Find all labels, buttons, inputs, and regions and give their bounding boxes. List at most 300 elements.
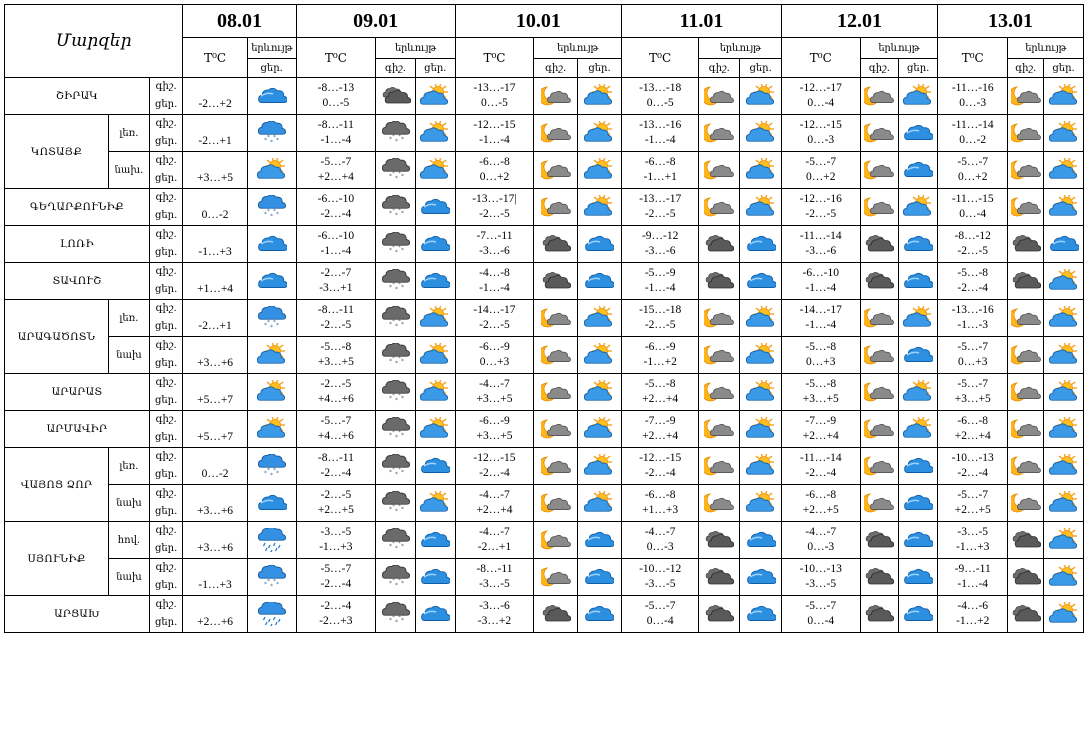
- day-phenomenon-cell: [740, 448, 782, 485]
- day-temp: -2…-5: [957, 245, 989, 257]
- sun-cloud-icon: [903, 380, 933, 404]
- svg-text:*: *: [394, 619, 398, 626]
- night-phenomenon-cell: [1008, 559, 1044, 596]
- svg-text:*: *: [391, 244, 395, 251]
- temp-cell: [621, 411, 699, 448]
- time-of-day-labels: [149, 485, 183, 522]
- temp-cell: [938, 337, 1008, 374]
- night-phenomenon-cell: [376, 78, 416, 115]
- night-temp: -9…-12: [641, 230, 679, 242]
- temp-cell: [455, 337, 534, 374]
- day-temp: -2…-5: [479, 319, 510, 331]
- moon-cloud-icon: [864, 491, 894, 515]
- night-phenomenon-cell: [860, 115, 899, 152]
- cloud-icon: [420, 232, 450, 256]
- night-temp: -6…-10: [317, 193, 355, 205]
- snow-dark-icon: [381, 565, 411, 589]
- day-phenomenon-cell: [740, 300, 782, 337]
- temp-cell: [455, 226, 534, 263]
- day-phenomenon-cell: [578, 263, 622, 300]
- svg-text:*: *: [400, 136, 404, 143]
- day-temp: -2…-5: [479, 208, 510, 220]
- phenomenon-cell: [247, 374, 296, 411]
- day-label: ցեր.: [154, 284, 178, 295]
- day-temp: -3…-5: [479, 578, 510, 590]
- svg-text:*: *: [275, 137, 279, 144]
- svg-text:*: *: [388, 432, 392, 439]
- cloud-icon: [584, 602, 614, 626]
- day-phenomenon-cell: [415, 337, 455, 374]
- night-temp: -12…-15: [473, 119, 516, 131]
- date-header: 10.01: [455, 5, 621, 38]
- night-phenomenon-cell: [1008, 300, 1044, 337]
- night-phenomenon-cell: [860, 411, 899, 448]
- table-row: [5, 78, 1084, 115]
- svg-text:*: *: [388, 580, 392, 587]
- night-temp: -6…-8: [644, 489, 676, 501]
- night-phenomenon-cell: [699, 300, 740, 337]
- temp-cell: +3…+5: [183, 152, 247, 189]
- night-temp: -4…-7: [805, 526, 837, 538]
- night-phenomenon-cell: [1008, 78, 1044, 115]
- svg-text:*: *: [394, 175, 398, 182]
- night-phenomenon-cell: [860, 485, 899, 522]
- sun-cloud-icon: [1049, 306, 1079, 330]
- night-temp: -5…-8: [644, 378, 676, 390]
- night-temp: -11…-16: [951, 82, 994, 94]
- sun-cloud-icon: [746, 84, 776, 108]
- temp-cell: [455, 522, 534, 559]
- day-phenomenon-cell: [578, 78, 622, 115]
- temp-cell: [296, 263, 376, 300]
- svg-text:*: *: [394, 323, 398, 330]
- svg-text:*: *: [388, 395, 392, 402]
- svg-text:*: *: [275, 581, 279, 588]
- region-name: ԳԵՂԱՐՔՈՒՆԻՔ: [5, 189, 150, 226]
- dark-cloud-icon: [541, 602, 571, 626]
- dark-cloud-icon: [381, 84, 411, 108]
- sun-cloud-icon: [746, 343, 776, 367]
- cloud-icon: [746, 269, 776, 293]
- day-temp: 0…-2: [959, 134, 987, 146]
- snow-dark-icon: [381, 417, 411, 441]
- night-phenomenon-cell: [1008, 152, 1044, 189]
- dark-cloud-icon: [704, 565, 734, 589]
- dark-cloud-icon: [864, 602, 894, 626]
- day-phenomenon-cell: [578, 522, 622, 559]
- temp-cell: [938, 300, 1008, 337]
- date-header: 09.01: [296, 5, 455, 38]
- day-label: ցեր.: [154, 506, 178, 517]
- day-temp: -1…-4: [805, 282, 837, 294]
- cloud-icon: [746, 565, 776, 589]
- moon-cloud-icon: [541, 158, 571, 182]
- svg-text:*: *: [397, 429, 401, 436]
- svg-text:*: *: [391, 577, 395, 584]
- phenomenon-cell: [247, 559, 296, 596]
- moon-cloud-icon: [704, 454, 734, 478]
- day-temp: +3…+5: [476, 393, 513, 405]
- svg-text:*: *: [388, 173, 392, 180]
- svg-text:*: *: [388, 358, 392, 365]
- night-temp: -5…-7: [644, 600, 676, 612]
- day-temp: 0…-5: [481, 97, 508, 109]
- cloud-icon: [903, 491, 933, 515]
- svg-text:*: *: [400, 284, 404, 291]
- temp-cell: [938, 152, 1008, 189]
- day-subheader: ցեր.: [415, 59, 455, 78]
- moon-cloud-icon: [864, 121, 894, 145]
- night-phenomenon-cell: [860, 300, 899, 337]
- temp-cell: [621, 115, 699, 152]
- night-label: գիշ.: [155, 192, 177, 203]
- temp-cell: +1…+4: [183, 263, 247, 300]
- phenomenon-cell: [247, 337, 296, 374]
- day-phenomenon-cell: [415, 596, 455, 633]
- night-phenomenon-cell: [1008, 448, 1044, 485]
- night-phenomenon-cell: [376, 522, 416, 559]
- svg-text:*: *: [394, 360, 398, 367]
- svg-text:*: *: [388, 617, 392, 624]
- day-phenomenon-cell: [578, 300, 622, 337]
- day-temp: 0…-5: [322, 97, 350, 109]
- cloud-icon: [746, 602, 776, 626]
- temp-cell: [782, 337, 861, 374]
- day-temp: 0…-4: [807, 97, 835, 109]
- temp-cell: [455, 448, 534, 485]
- day-subheader: ցեր.: [740, 59, 782, 78]
- night-phenomenon-cell: [1008, 263, 1044, 300]
- moon-cloud-icon: [541, 121, 571, 145]
- day-temp: 0…-3: [959, 97, 987, 109]
- day-temp: +3…+5: [317, 356, 354, 368]
- night-phenomenon-cell: [699, 152, 740, 189]
- night-phenomenon-cell: [1008, 337, 1044, 374]
- cloud-icon: [903, 565, 933, 589]
- svg-text:*: *: [269, 583, 273, 589]
- svg-text:*: *: [391, 503, 395, 510]
- svg-text:*: *: [397, 466, 401, 473]
- night-temp: -13…-17: [473, 82, 516, 94]
- cloud-icon: [584, 565, 614, 589]
- temp-cell: [296, 596, 376, 633]
- moon-cloud-icon: [541, 417, 571, 441]
- day-phenomenon-cell: [415, 115, 455, 152]
- cloud-icon: [903, 269, 933, 293]
- svg-text:*: *: [397, 207, 401, 214]
- temp-cell: [296, 115, 376, 152]
- temp-cell: [455, 485, 534, 522]
- svg-text:*: *: [388, 469, 392, 476]
- cloud-icon: [257, 84, 287, 108]
- temp-cell: [296, 374, 376, 411]
- sun-cloud-icon: [746, 380, 776, 404]
- day-temp: 0…+2: [479, 171, 510, 183]
- table-row: [5, 300, 1084, 337]
- day-temp: 0…-3: [807, 541, 835, 553]
- sun-cloud-icon: [1049, 417, 1079, 441]
- day-phenomenon-cell: [1044, 78, 1084, 115]
- night-phenomenon-cell: [699, 559, 740, 596]
- time-of-day-labels: [149, 411, 183, 448]
- day-phenomenon-cell: [1044, 226, 1084, 263]
- temp-cell: -2…+2: [183, 78, 247, 115]
- time-of-day-labels: [149, 448, 183, 485]
- night-phenomenon-cell: [534, 559, 578, 596]
- table-row: [5, 263, 1084, 300]
- dark-cloud-icon: [704, 602, 734, 626]
- day-temp: -3…-5: [805, 578, 837, 590]
- subregion-label: նախ: [109, 337, 150, 374]
- subregion-label: նախ.: [109, 152, 150, 189]
- moon-cloud-icon: [704, 158, 734, 182]
- night-phenomenon-cell: [860, 337, 899, 374]
- night-phenomenon-cell: [699, 78, 740, 115]
- day-phenomenon-cell: [899, 411, 938, 448]
- cloud-icon: [420, 454, 450, 478]
- temp-cell: [296, 448, 376, 485]
- night-phenomenon-cell: [699, 522, 740, 559]
- subregion-label: նախ: [109, 559, 150, 596]
- table-row: [5, 411, 1084, 448]
- temp-cell: [938, 485, 1008, 522]
- region-name: ԱՐՄԱՎԻՐ: [5, 411, 150, 448]
- cloud-icon: [903, 602, 933, 626]
- svg-text:*: *: [400, 395, 404, 402]
- night-label: գիշ.: [155, 229, 177, 240]
- temp-cell: -2…+1: [183, 115, 247, 152]
- night-label: գիշ.: [155, 599, 177, 610]
- day-phenomenon-cell: [415, 152, 455, 189]
- temp-cell: [455, 152, 534, 189]
- subregion-label: նախ: [109, 485, 150, 522]
- night-temp: -11…-14: [951, 119, 994, 131]
- day-phenomenon-cell: [740, 485, 782, 522]
- night-subheader: գիշ.: [699, 59, 740, 78]
- day-phenomenon-cell: [899, 337, 938, 374]
- svg-text:*: *: [400, 321, 404, 328]
- sun-cloud-icon: [420, 158, 450, 182]
- subregion-label: լեռ.: [109, 448, 150, 485]
- svg-text:*: *: [275, 322, 279, 329]
- night-label: գիշ.: [155, 377, 177, 388]
- day-phenomenon-cell: [899, 448, 938, 485]
- night-temp: -4…-8: [479, 267, 510, 279]
- temp-cell: [938, 115, 1008, 152]
- night-temp: -8…-11: [317, 119, 354, 131]
- night-temp: -3…-6: [479, 600, 510, 612]
- date-header: 11.01: [621, 5, 781, 38]
- day-temp: -1…-4: [320, 245, 352, 257]
- day-phenomenon-cell: [1044, 559, 1084, 596]
- sun-cloud-icon: [1049, 84, 1079, 108]
- day-temp: 0…+2: [806, 171, 836, 183]
- day-phenomenon-cell: [740, 189, 782, 226]
- table-row: [5, 522, 1084, 559]
- night-temp: -6…-8: [805, 489, 837, 501]
- day-phenomenon-cell: [578, 337, 622, 374]
- snow-dark-icon: [381, 121, 411, 145]
- night-temp: -12…-16: [799, 193, 842, 205]
- svg-text:*: *: [391, 207, 395, 214]
- night-temp: -13…-18: [639, 82, 682, 94]
- svg-text:*: *: [397, 503, 401, 510]
- svg-text:*: *: [397, 170, 401, 177]
- subregion-label: լեռ.: [109, 115, 150, 152]
- moon-cloud-icon: [541, 84, 571, 108]
- table-row: [5, 152, 1084, 189]
- night-label: գիշ.: [155, 451, 177, 462]
- sun-cloud-icon: [584, 417, 614, 441]
- sun-cloud-icon: [584, 491, 614, 515]
- day-temp: 0…-3: [807, 134, 835, 146]
- day-phenomenon-cell: [740, 559, 782, 596]
- day-temp: -3…-6: [644, 245, 676, 257]
- day-temp: 0…-4: [959, 208, 987, 220]
- day-phenomenon-cell: [899, 263, 938, 300]
- night-temp: -5…-7: [805, 600, 837, 612]
- svg-text:*: *: [397, 133, 401, 140]
- temp-cell: [938, 448, 1008, 485]
- time-of-day-labels: [149, 152, 183, 189]
- night-phenomenon-cell: [1008, 189, 1044, 226]
- moon-cloud-icon: [704, 306, 734, 330]
- moon-cloud-icon: [1011, 491, 1041, 515]
- moon-cloud-icon: [704, 121, 734, 145]
- sun-cloud-icon: [257, 380, 287, 404]
- day-subheader: ցեր.: [1044, 59, 1084, 78]
- night-temp: -13…-17: [639, 193, 682, 205]
- svg-text:*: *: [397, 355, 401, 362]
- temp-cell: [455, 300, 534, 337]
- temp-cell: [455, 189, 534, 226]
- moon-cloud-icon: [541, 195, 571, 219]
- sun-cloud-icon: [584, 380, 614, 404]
- temp-cell: [782, 522, 861, 559]
- day-temp: -2…-4: [805, 467, 837, 479]
- night-phenomenon-cell: [534, 115, 578, 152]
- night-temp: -5…-7: [957, 156, 989, 168]
- temp-cell: [621, 374, 699, 411]
- cloud-icon: [903, 121, 933, 145]
- day-phenomenon-cell: [578, 411, 622, 448]
- temp-cell: -1…+3: [183, 559, 247, 596]
- night-temp: -3…-5: [320, 526, 352, 538]
- day-phenomenon-cell: [415, 485, 455, 522]
- night-phenomenon-cell: [860, 374, 899, 411]
- night-temp: -7…-9: [644, 415, 676, 427]
- night-phenomenon-cell: [376, 115, 416, 152]
- cloud-icon: [257, 491, 287, 515]
- moon-cloud-icon: [1011, 158, 1041, 182]
- dark-cloud-icon: [704, 269, 734, 293]
- sun-cloud-icon: [584, 454, 614, 478]
- night-phenomenon-cell: [534, 152, 578, 189]
- temp-cell: [296, 226, 376, 263]
- night-temp: -5…-7: [957, 489, 989, 501]
- night-temp: -5…-9: [644, 267, 676, 279]
- night-label: գիշ.: [155, 118, 177, 129]
- temp-cell: [621, 78, 699, 115]
- sun-cloud-icon: [746, 158, 776, 182]
- day-temp: -2…+3: [319, 615, 353, 627]
- night-temp: -11…-14: [799, 230, 842, 242]
- svg-text:*: *: [394, 397, 398, 404]
- day-temp: -1…+3: [956, 541, 990, 553]
- svg-text:*: *: [388, 247, 392, 254]
- moon-cloud-icon: [541, 454, 571, 478]
- night-phenomenon-cell: [860, 522, 899, 559]
- moon-cloud-icon: [541, 306, 571, 330]
- svg-text:*: *: [266, 578, 270, 585]
- temp-cell: +3…+6: [183, 522, 247, 559]
- night-temp: -9…-11: [954, 563, 991, 575]
- temp-cell: [621, 522, 699, 559]
- day-phenomenon-cell: [740, 337, 782, 374]
- day-temp: -2…+1: [477, 541, 512, 553]
- night-phenomenon-cell: [376, 374, 416, 411]
- time-of-day-labels: [149, 263, 183, 300]
- day-label: ցեր.: [154, 136, 178, 147]
- phenomenon-cell: [247, 115, 296, 152]
- snow-dark-icon: [381, 528, 411, 552]
- svg-text:*: *: [388, 136, 392, 143]
- night-temp: -6…-10: [802, 267, 839, 279]
- night-temp: -12…-15: [799, 119, 842, 131]
- phenomenon-header: երևույթ: [534, 38, 622, 59]
- day-phenomenon-cell: [1044, 152, 1084, 189]
- night-phenomenon-cell: [699, 189, 740, 226]
- snow-dark-icon: [381, 491, 411, 515]
- day-label: ցեր.: [154, 432, 178, 443]
- day-phenomenon-cell: [578, 448, 622, 485]
- svg-text:*: *: [272, 319, 276, 326]
- region-name: ՎԱՅՈՑ ՁՈՐ: [5, 448, 109, 522]
- night-phenomenon-cell: [376, 152, 416, 189]
- moon-cloud-icon: [541, 343, 571, 367]
- sun-cloud-icon: [746, 195, 776, 219]
- night-phenomenon-cell: [1008, 226, 1044, 263]
- day-label: ցեր.: [154, 617, 178, 628]
- day-temp: -2…-5: [644, 319, 676, 331]
- svg-text:*: *: [263, 470, 267, 477]
- snow-dark-icon: [381, 454, 411, 478]
- sun-cloud-icon: [257, 343, 287, 367]
- temp-header: T⁰C: [296, 38, 376, 78]
- night-temp: -13…-16: [951, 304, 994, 316]
- day-temp: 0…+3: [479, 356, 510, 368]
- day-phenomenon-cell: [578, 485, 622, 522]
- night-temp: -6…-8: [957, 415, 989, 427]
- night-phenomenon-cell: [534, 337, 578, 374]
- temp-cell: [455, 78, 534, 115]
- svg-text:*: *: [391, 429, 395, 436]
- svg-text:*: *: [266, 319, 270, 326]
- temp-cell: [296, 411, 376, 448]
- svg-text:*: *: [394, 545, 398, 552]
- day-phenomenon-cell: [1044, 115, 1084, 152]
- night-temp: -5…-7: [805, 156, 837, 168]
- night-phenomenon-cell: [860, 78, 899, 115]
- cloud-icon: [420, 602, 450, 626]
- night-phenomenon-cell: [699, 485, 740, 522]
- night-subheader: գիշ.: [860, 59, 899, 78]
- night-temp: -8…-11: [317, 304, 354, 316]
- night-label: գիշ.: [155, 81, 177, 92]
- cloud-icon: [420, 528, 450, 552]
- snow-dark-icon: [381, 343, 411, 367]
- day-phenomenon-cell: [1044, 411, 1084, 448]
